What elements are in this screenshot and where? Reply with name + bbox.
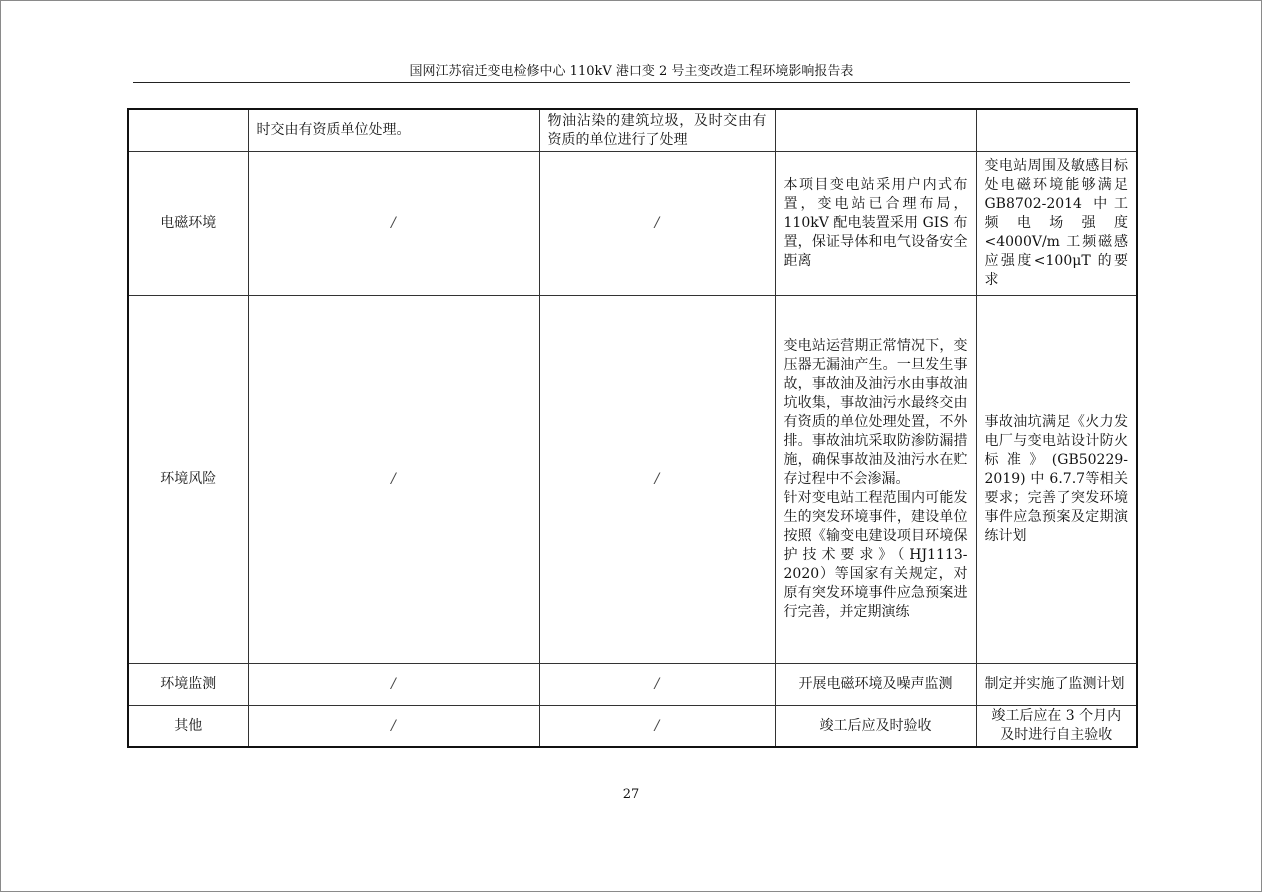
- table-cell: 时交由有资质单位处理。: [248, 109, 539, 151]
- header-divider: [133, 82, 1130, 83]
- table-cell: [775, 295, 976, 663]
- page-number: 27: [622, 787, 640, 802]
- table-row: [128, 663, 1137, 705]
- table-cell: 开展电磁环境及噪声监测: [775, 663, 976, 705]
- table-cell: 变电站周围及敏感目标处电磁环境能够满足 GB8702-2014 中工频电场强度<4000V/m 工频磁感应强度<100μT 的要求: [976, 151, 1137, 295]
- row-label: 电磁环境: [128, 151, 248, 295]
- table-cell: [775, 109, 976, 151]
- table-cell: 竣工后应及时验收: [775, 705, 976, 747]
- table-row: [128, 295, 1137, 663]
- table-row: [128, 151, 1137, 295]
- table-cell: 本项目变电站采用户内式布置，变电站已合理布局，110kV 配电装置采用 GIS 布置，保证导体和电气设备安全距离: [775, 151, 976, 295]
- row-label: 环境监测: [128, 663, 248, 705]
- row-label: 环境风险: [128, 295, 248, 663]
- table-cell: /: [248, 705, 539, 747]
- document-header-title: 国网江苏宿迁变电检修中心 110kV 港口变 2 号主变改造工程环境影响报告表: [409, 64, 854, 79]
- table-cell: 制定并实施了监测计划: [976, 663, 1137, 705]
- risk-measure-paragraph: 变电站运营期正常情况下，变压器无漏油产生。一旦发生事故，事故油及油污水由事故油坑收集，事故油污水最终交由有资质的单位处理处置，不外排。事故油坑采取防渗防漏措施，确保事故油及油污水在贮存过程中不会渗漏。: [783, 338, 968, 487]
- row-label: 其他: [128, 705, 248, 747]
- table-cell: /: [539, 151, 775, 295]
- table-cell: /: [539, 663, 775, 705]
- risk-measure-paragraph: 针对变电站工程范围内可能发生的突发环境事件，建设单位按照《输变电建设项目环境保护技术要求》（HJ1113-2020）等国家有关规定，对原有突发环境事件应急预案进行完善，并定期演练: [783, 490, 968, 620]
- row-label: [128, 109, 248, 151]
- table-cell: 竣工后应在 3 个月内及时进行自主验收: [976, 705, 1137, 747]
- table-cell: /: [248, 295, 539, 663]
- table-row: [128, 109, 1137, 151]
- table-cell: 物油沾染的建筑垃圾，及时交由有资质的单位进行了处理: [539, 109, 775, 151]
- table-cell: /: [539, 295, 775, 663]
- environmental-measures-table: [127, 108, 1138, 748]
- table-cell: 事故油坑满足《火力发电厂与变电站设计防火标准》(GB50229-2019) 中 6.7.7等相关要求；完善了突发环境事件应急预案及定期演练计划: [976, 295, 1137, 663]
- table-cell: /: [248, 663, 539, 705]
- table-cell: /: [248, 151, 539, 295]
- table-row: [128, 705, 1137, 747]
- table-cell: [976, 109, 1137, 151]
- table-cell: /: [539, 705, 775, 747]
